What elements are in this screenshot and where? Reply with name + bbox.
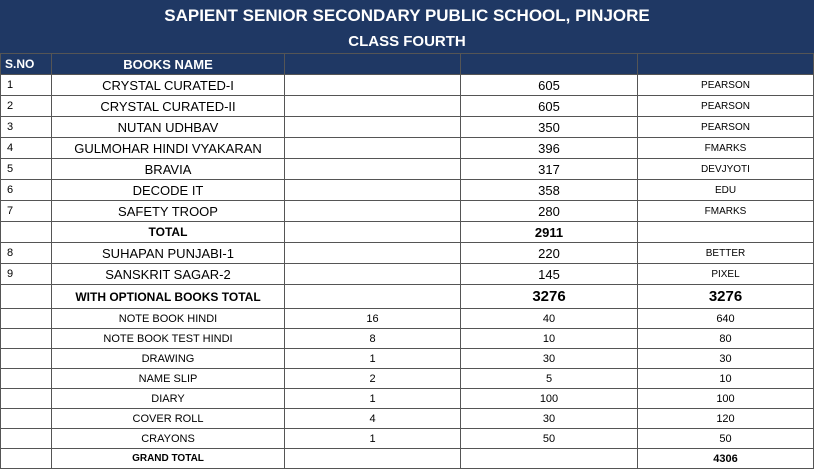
book-sno: 4 [1, 138, 52, 159]
empty-cell [285, 285, 461, 309]
empty-cell [285, 222, 461, 243]
empty-cell [285, 243, 461, 264]
stationery-amount: 80 [638, 329, 814, 349]
book-row [1, 138, 814, 159]
table-header-row [1, 54, 814, 75]
book-publisher: BETTER [638, 243, 814, 264]
book-sno: 7 [1, 201, 52, 222]
stationery-amount: 30 [638, 349, 814, 369]
book-price: 317 [461, 159, 638, 180]
stationery-amount: 10 [638, 369, 814, 389]
empty-cell [1, 349, 52, 369]
empty-cell [285, 180, 461, 201]
book-name: NUTAN UDHBAV [52, 117, 285, 138]
book-price: 220 [461, 243, 638, 264]
book-name: SANSKRIT SAGAR-2 [52, 264, 285, 285]
book-price: 350 [461, 117, 638, 138]
optional-total-value: 3276 [461, 285, 638, 309]
empty-cell [285, 96, 461, 117]
empty-cell [285, 138, 461, 159]
book-name: CRYSTAL CURATED-II [52, 96, 285, 117]
book-list-table [0, 53, 814, 469]
empty-cell [1, 449, 52, 469]
book-publisher: FMARKS [638, 201, 814, 222]
stationery-row [1, 389, 814, 409]
book-row [1, 201, 814, 222]
stationery-amount: 120 [638, 409, 814, 429]
stationery-qty: 4 [285, 409, 461, 429]
header-empty-cell [461, 54, 638, 75]
book-row [1, 117, 814, 138]
stationery-row [1, 409, 814, 429]
stationery-row [1, 369, 814, 389]
stationery-rate: 10 [461, 329, 638, 349]
empty-cell [285, 449, 461, 469]
stationery-amount: 100 [638, 389, 814, 409]
empty-cell [638, 222, 814, 243]
book-price: 605 [461, 75, 638, 96]
empty-cell [1, 285, 52, 309]
book-publisher: FMARKS [638, 138, 814, 159]
book-publisher: PEARSON [638, 117, 814, 138]
sno-header: S.NO [1, 54, 52, 75]
grand-total-row [1, 449, 814, 469]
stationery-item: COVER ROLL [52, 409, 285, 429]
school-name: SAPIENT SENIOR SECONDARY PUBLIC SCHOOL, PINJORE [0, 0, 814, 32]
empty-cell [1, 369, 52, 389]
empty-cell [461, 449, 638, 469]
empty-cell [1, 222, 52, 243]
grand-total-label: GRAND TOTAL [52, 449, 285, 469]
book-price: 280 [461, 201, 638, 222]
empty-cell [1, 329, 52, 349]
stationery-qty: 8 [285, 329, 461, 349]
optional-total-row [1, 285, 814, 309]
stationery-item: NOTE BOOK TEST HINDI [52, 329, 285, 349]
stationery-rate: 40 [461, 309, 638, 329]
book-publisher: PIXEL [638, 264, 814, 285]
class-name: CLASS FOURTH [0, 31, 814, 53]
total-value: 2911 [461, 222, 638, 243]
book-publisher: DEVJYOTI [638, 159, 814, 180]
total-label: TOTAL [52, 222, 285, 243]
header-empty-cell [285, 54, 461, 75]
book-sno: 1 [1, 75, 52, 96]
book-name: DECODE IT [52, 180, 285, 201]
stationery-row [1, 429, 814, 449]
book-publisher: PEARSON [638, 96, 814, 117]
book-publisher: PEARSON [638, 75, 814, 96]
stationery-rate: 30 [461, 349, 638, 369]
empty-cell [1, 409, 52, 429]
stationery-rate: 5 [461, 369, 638, 389]
empty-cell [285, 201, 461, 222]
book-price: 145 [461, 264, 638, 285]
book-name: GULMOHAR HINDI VYAKARAN [52, 138, 285, 159]
grand-total-amount: 4306 [638, 449, 814, 469]
empty-cell [285, 117, 461, 138]
stationery-item: DIARY [52, 389, 285, 409]
empty-cell [1, 429, 52, 449]
stationery-row [1, 309, 814, 329]
optional-total-label: WITH OPTIONAL BOOKS TOTAL [52, 285, 285, 309]
book-name: SUHAPAN PUNJABI-1 [52, 243, 285, 264]
stationery-rate: 30 [461, 409, 638, 429]
books-name-header: BOOKS NAME [52, 54, 285, 75]
stationery-item: NAME SLIP [52, 369, 285, 389]
stationery-qty: 1 [285, 349, 461, 369]
empty-cell [285, 75, 461, 96]
empty-cell [285, 159, 461, 180]
book-price: 396 [461, 138, 638, 159]
stationery-qty: 2 [285, 369, 461, 389]
header-empty-cell [638, 54, 814, 75]
book-sno: 5 [1, 159, 52, 180]
stationery-item: NOTE BOOK HINDI [52, 309, 285, 329]
book-sno: 2 [1, 96, 52, 117]
optional-book-row [1, 264, 814, 285]
stationery-row [1, 349, 814, 369]
book-sno: 3 [1, 117, 52, 138]
stationery-qty: 16 [285, 309, 461, 329]
book-name: CRYSTAL CURATED-I [52, 75, 285, 96]
stationery-row [1, 329, 814, 349]
empty-cell [1, 309, 52, 329]
book-price: 358 [461, 180, 638, 201]
optional-total-amount: 3276 [638, 285, 814, 309]
stationery-item: DRAWING [52, 349, 285, 369]
book-publisher: EDU [638, 180, 814, 201]
book-name: BRAVIA [52, 159, 285, 180]
stationery-qty: 1 [285, 389, 461, 409]
empty-cell [285, 264, 461, 285]
stationery-qty: 1 [285, 429, 461, 449]
book-row [1, 96, 814, 117]
book-row [1, 75, 814, 96]
book-row [1, 180, 814, 201]
stationery-amount: 640 [638, 309, 814, 329]
stationery-item: CRAYONS [52, 429, 285, 449]
book-sno: 8 [1, 243, 52, 264]
optional-book-row [1, 243, 814, 264]
stationery-amount: 50 [638, 429, 814, 449]
book-price: 605 [461, 96, 638, 117]
book-sno: 6 [1, 180, 52, 201]
book-row [1, 159, 814, 180]
book-name: SAFETY TROOP [52, 201, 285, 222]
total-row [1, 222, 814, 243]
book-sno: 9 [1, 264, 52, 285]
empty-cell [1, 389, 52, 409]
stationery-rate: 50 [461, 429, 638, 449]
stationery-rate: 100 [461, 389, 638, 409]
